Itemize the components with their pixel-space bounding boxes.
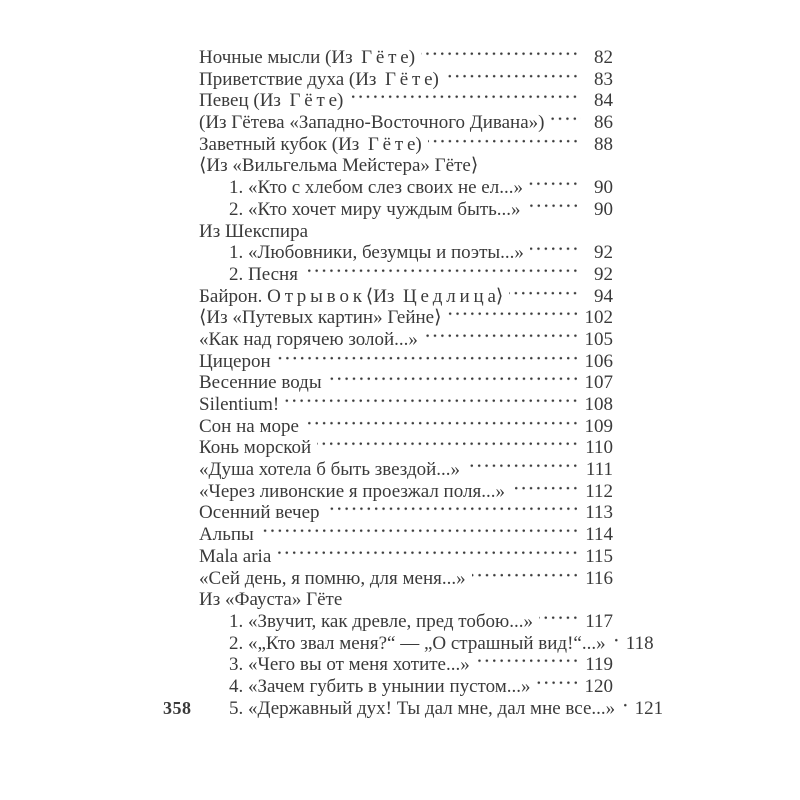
toc-entry-title: Альпы [199, 524, 254, 546]
toc-entry-page: 116 [585, 567, 613, 589]
toc-entry-title: Silentium! [199, 394, 280, 415]
toc-row [199, 676, 613, 698]
toc-entry-page: 107 [584, 372, 613, 394]
toc-row [199, 264, 613, 286]
toc-entry-page: 105 [584, 328, 613, 350]
toc-entry-title: Ночные мысли (Из Г ё т е) [199, 47, 416, 68]
toc-entry-title: «Сей день, я помню, для меня...» [199, 567, 466, 589]
toc-entry-page: 120 [584, 675, 613, 697]
toc-entry-title: Сон на море [199, 415, 299, 437]
toc-entry-page: 109 [584, 415, 613, 437]
toc-entry-title: (Из Гётева «Западно-Восточного Дивана») [199, 112, 545, 134]
toc-entry-title: 2. Песня [229, 263, 298, 285]
toc-row [199, 329, 613, 351]
toc-row [199, 199, 613, 221]
toc-entry-page: 111 [585, 459, 613, 481]
toc-entry-title: 1. «Любовники, безумцы и поэты...» [229, 242, 524, 264]
toc-entry-page: 117 [585, 610, 613, 632]
toc-entry-title: «Как над горячею золой...» [199, 328, 418, 350]
dot-leader [448, 307, 581, 329]
page-number-folio: 358 [163, 698, 192, 718]
toc-row [199, 611, 613, 633]
toc-entry-title: Заветный кубок (Из Г ё т е) [199, 133, 422, 155]
toc-row [199, 69, 613, 91]
toc-row [199, 47, 613, 69]
toc-row [199, 589, 613, 611]
toc-entry-page: 119 [585, 654, 613, 676]
dot-leader [277, 351, 581, 373]
toc-row [199, 394, 613, 416]
toc-entry-page: 106 [584, 350, 613, 372]
toc-row [199, 307, 613, 329]
toc-entry-page: 108 [584, 394, 613, 415]
toc-row [199, 155, 613, 177]
toc-row [199, 177, 613, 199]
toc-entry-title: Из «Фауста» Гёте [199, 589, 343, 611]
dot-leader [537, 676, 581, 698]
toc-entry-page: 92 [594, 263, 613, 285]
dot-leader [529, 177, 581, 199]
toc-entry-title: 5. «Державный дух! Ты дал мне, дал мне все...» [229, 697, 616, 719]
toc-row [199, 242, 613, 264]
dot-leader [509, 286, 581, 308]
toc-entry-title: 2. «Кто хочет миру чуждым быть...» [229, 198, 521, 220]
toc-row [199, 437, 613, 459]
toc-row [199, 286, 613, 308]
toc-entry-page: 83 [594, 68, 613, 90]
toc-entry-title: Байрон. О т р ы в о к ⟨Из Ц е д л и ц а⟩ [199, 285, 504, 307]
toc-entry-page: 84 [594, 90, 613, 112]
toc-row [199, 697, 664, 720]
toc-list [199, 47, 664, 719]
toc-entry-title: Из Шекспира [199, 220, 309, 242]
toc-entry-title: Певец (Из Г ё т е) [199, 90, 344, 112]
toc-entry-title: 1. «Звучит, как древле, пред тобою...» [229, 610, 533, 632]
toc-entry-title: 2. «„Кто звал меня?“ — „О страшный вид!“...» [229, 632, 606, 654]
toc-entry-page: 118 [625, 632, 654, 654]
toc-entry-page: 114 [585, 524, 613, 546]
toc-row [199, 112, 613, 134]
dot-leader [511, 481, 581, 503]
toc-entry-page: 112 [585, 480, 613, 502]
toc-row [199, 524, 613, 546]
dot-leader [328, 372, 581, 394]
dot-leader [421, 47, 581, 69]
toc-entry-title: «Через ливонские я проезжал поля...» [199, 480, 505, 502]
dot-leader [305, 416, 581, 438]
dot-leader [317, 437, 581, 459]
toc-entry-title: ⟨Из «Вильгельма Мейстера» Гёте⟩ [199, 155, 479, 177]
toc-row [199, 568, 613, 590]
dot-leader [530, 242, 581, 264]
toc-entry-page: 82 [594, 47, 613, 68]
toc-entry-page: 121 [634, 697, 664, 719]
dot-leader [424, 329, 581, 351]
dot-leader [527, 199, 581, 221]
toc-entry-page: 110 [585, 437, 613, 459]
dot-leader [277, 546, 581, 568]
dot-leader [349, 90, 581, 112]
toc-row [199, 654, 613, 676]
toc-entry-title: Цицерон [199, 350, 271, 372]
toc-entry-page: 86 [594, 112, 613, 134]
toc-entry-page: 90 [594, 198, 613, 220]
toc-entry-page: 88 [594, 133, 613, 155]
dot-leader [260, 524, 581, 546]
toc-entry-page: 90 [594, 177, 613, 199]
dot-leader [612, 633, 622, 655]
toc-row [199, 372, 613, 394]
toc-entry-page: 102 [584, 307, 613, 329]
toc-entry-title: Осенний вечер [199, 502, 320, 524]
dot-leader [428, 134, 581, 156]
toc-row [199, 481, 613, 503]
dot-leader [285, 394, 581, 416]
dot-leader [304, 264, 581, 286]
toc-row [199, 632, 654, 655]
toc-entry-title: 3. «Чего вы от меня хотите...» [229, 654, 470, 676]
toc-entry-title: 4. «Зачем губить в унынии пустом...» [229, 675, 531, 697]
dot-leader [326, 502, 581, 524]
toc-row [199, 416, 613, 438]
dot-leader [539, 611, 581, 633]
toc-entry-title: Приветствие духа (Из Г ё т е) [199, 68, 439, 90]
toc-entry-title: Конь морской [199, 437, 312, 459]
toc-row [199, 459, 613, 481]
toc-entry-title: «Душа хотела б быть звездой...» [199, 459, 461, 481]
dot-leader [445, 69, 581, 91]
toc-row [199, 502, 613, 524]
toc-row [199, 221, 613, 243]
toc-row [199, 134, 613, 156]
dot-leader [476, 654, 581, 676]
toc-row [199, 351, 613, 373]
toc-entry-title: ⟨Из «Путевых картин» Гейне⟩ [199, 307, 442, 329]
toc-entry-title: 1. «Кто с хлебом слез своих не ел...» [229, 177, 523, 199]
toc-row [199, 90, 613, 112]
dot-leader [550, 112, 581, 134]
toc-row [199, 546, 613, 568]
toc-entry-page: 94 [594, 285, 613, 307]
toc-entry-page: 92 [594, 242, 613, 264]
toc-entry-page: 113 [585, 502, 613, 524]
toc-entry-title: Весенние воды [199, 372, 322, 394]
toc-entry-page: 115 [585, 545, 613, 567]
toc-entry-title: Mala aria [199, 545, 272, 567]
dot-leader [466, 459, 581, 481]
dot-leader [472, 568, 581, 590]
dot-leader [621, 698, 631, 720]
